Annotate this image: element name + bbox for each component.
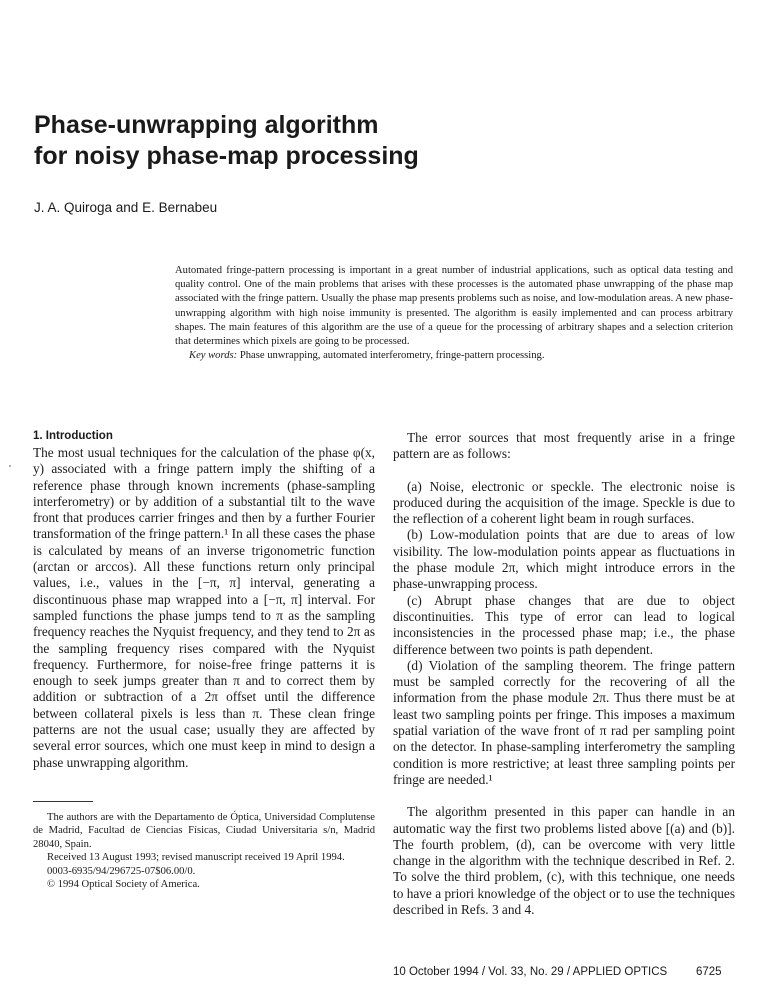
keywords-label: Key words: [189, 350, 238, 362]
footnote-rule [33, 801, 93, 802]
paper-title [34, 110, 634, 172]
error-sources-intro: The error sources that most frequently arise in a fringe pattern are as follows: [393, 430, 735, 462]
journal-citation: 10 October 1994 / Vol. 33, No. 29 / APPLIED OPTICS [393, 966, 668, 978]
section-heading-introduction: 1. Introduction [33, 430, 113, 442]
abstract-block [175, 264, 733, 363]
page-number: 6725 [696, 966, 722, 978]
keywords-line [175, 349, 733, 363]
margin-mark [9, 465, 11, 467]
error-item-b: (b) Low-modulation points that are due to areas of low visibility. The low-modulation points appear as fluctuations in the phase module 2π, which might introduce errors in the phase-unwrapping process. [393, 527, 735, 592]
error-item-d: (d) Violation of the sampling theorem. The fringe pattern must be sampled correctly for the recovering of all the information from the phase module 2π. Thus there must be at least two sampling points per fringe. This imposes a maximum spatial variation of the wave front of π rad per sampling point on the detector. In phase-sampling interferometry the sampling condition is more restrictive; at least three sampling points per fringe are needed.¹ [393, 657, 735, 787]
title-line-1: Phase-unwrapping algorithm [34, 111, 379, 139]
keywords-text: Phase unwrapping, automated interferometry, fringe-pattern processing. [239, 350, 545, 362]
authors: J. A. Quiroga and E. Bernabeu [34, 200, 218, 215]
abstract-text: Automated fringe-pattern processing is important in a great number of industrial applications, such as optical data testing and quality control. One of the main problems that arises with these processes is the automated phase unwrapping of the phase map associated with the fringe pattern. Usually the phase map presents problems such as noise, and low-modulation areas. A new phase-unwrapping algorithm with high noise immunity is presented. The algorithm is easily implemented and can process arbitrary shapes. The main features of this algorithm are the use of a queue for the processing of arbitrary shapes and a selection criterion that determines which pixels are going to be processed. [175, 265, 733, 348]
title-line-2: for noisy phase-map processing [34, 142, 419, 170]
error-item-a: (a) Noise, electronic or speckle. The electronic noise is produced during the acquisition of the image. Speckle is due to the reflection of a coherent light beam in rough surfaces. [393, 478, 735, 527]
footnote-code: 0003-6935/94/296725-07$06.00/0. [47, 865, 196, 877]
error-item-c: (c) Abrupt phase changes that are due to object discontinuities. This type of error can lead to logical inconsistencies in the processed phase map; i.e., the phase difference between two points is path dependent. [393, 592, 735, 657]
algorithm-paragraph: The algorithm presented in this paper can handle in an automatic way the first two problems listed above [(a) and (b)]. The fourth problem, (d), can be overcome with very little change in the algorithm with the technique described in Ref. 2. To solve the third problem, (c), with this technique, one needs to have a priori knowledge of the object or to use the techniques described in Refs. 3 and 4. [393, 804, 735, 918]
footnote-affiliation: The authors are with the Departamento de Óptica, Universidad Complutense de Madrid, Facultad de Ciencias Físicas, Ciudad Universitaria s/n, Madrid 28040, Spain. [33, 811, 375, 850]
left-column [33, 430, 375, 891]
right-column [393, 430, 735, 918]
footnote-received: Received 13 August 1993; revised manuscript received 19 April 1994. [47, 852, 345, 864]
intro-paragraph: The most usual techniques for the calculation of the phase φ(x, y) associated with a fringe pattern imply the shifting of a reference phase through known increments (phase-sampling interferometry) or by addition of a substantial tilt to the wave front that produces carrier fringes and then by a further Fourier transformation of the fringe pattern.¹ In all these cases the phase is calculated by means of an inverse trigonometric function (arctan or arccos). All these functions return only principal values, i.e., values in the [−π, π] interval, generating a discontinuous phase map wrapped into a [−π, π] interval. For sampled functions the phase jumps tend to π as the sampling frequency reaches the Nyquist frequency, and they tend to 2π as the sampling frequency rises compared with the Nyquist frequency. Furthermore, for noise-free fringe patterns it is enough to seek jumps greater than π and to correct them by addition or subtraction of a 2π offset until the difference between collateral pixels is less than π. These clean fringe patterns are not the usual case; usually they are affected by several error sources, which one must keep in mind to design a phase unwrapping algorithm. [33, 445, 375, 770]
footnote-copyright: © 1994 Optical Society of America. [47, 878, 200, 890]
